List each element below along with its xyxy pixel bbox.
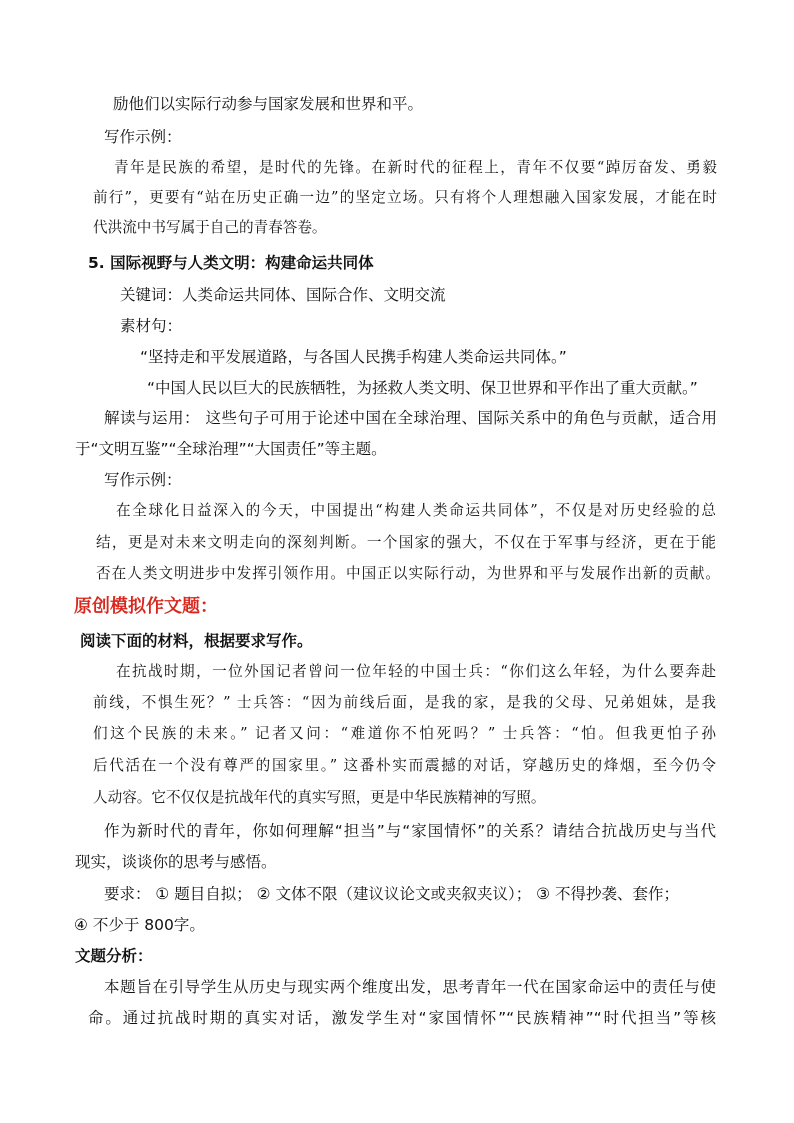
label-writing-example: 写作示例：: [104, 471, 182, 489]
example-text-line: 青年是民族的希望，是时代的先锋。在新时代的征程上，青年不仅要“踔厉奋发、勇毅: [114, 159, 717, 176]
requirements-line: ④ 不少于 800字。: [74, 916, 205, 934]
material-text-line: 后代活在一个没有尊严的国家里。” 这番朴实而震撼的对话，穿越历史的烽烟，至今仍令: [93, 757, 716, 774]
example-text-line: 代洪流中书写属于自己的青春答卷。: [93, 219, 327, 236]
quote-line: “中国人民以巨大的民族牺牲，为拯救人类文明、保卫世界和平作出了重大贡献。”: [147, 379, 698, 397]
label-writing-example: 写作示例：: [104, 128, 182, 146]
example-text-line: 前行”，更要有“站在历史正确一边”的坚定立场。只有将个人理想融入国家发展，才能在时: [93, 189, 717, 206]
section-title-red: 原创模拟作文题：: [74, 596, 218, 617]
analysis-line: 本题旨在引导学生从历史与现实两个维度出发，思考青年一代在国家命运中的责任与使: [104, 978, 716, 996]
text-line: 解读与运用： 这些句子可用于论述中国在全球治理、国际关系中的角色与贡献，适合用: [104, 409, 717, 427]
prompt-line: 现实，谈谈你的思考与感悟。: [75, 853, 277, 871]
example-text-line: 结，更是对未来文明走向的深刻判断。一个国家的强大，不仅在于军事与经济，更在于能: [96, 534, 716, 551]
label-material: 素材句：: [120, 317, 183, 335]
material-text-line: 人动容。它不仅仅是抗战年代的真实写照，更是中华民族精神的写照。: [93, 789, 546, 806]
prompt-line: 作为新时代的青年，你如何理解“担当”与“家国情怀”的关系？请结合抗战历史与当代: [104, 822, 716, 840]
example-text-line: 在全球化日益深入的今天，中国提出“构建人类命运共同体”，不仅是对历史经验的总: [116, 502, 716, 519]
instruction-line: 阅读下面的材料，根据要求写作。: [80, 632, 313, 650]
quote-line: “坚持走和平发展道路，与各国人民携手构建人类命运共同体。”: [140, 348, 567, 366]
material-text-line: 前线，不惧生死？” 士兵答：“因为前线后面，是我的家，是我的父母、兄弟姐妹，是我: [93, 694, 716, 711]
text-line: 于“文明互鉴”“全球治理”“大国责任”等主题。: [75, 440, 387, 458]
section-heading: 5. 国际视野与人类文明：构建命运共同体: [88, 254, 374, 272]
analysis-line: 命。通过抗战时期的真实对话，激发学生对“家国情怀”“民族精神”“时代担当”等核: [88, 1009, 716, 1027]
example-text-line: 否在人类文明进步中发挥引领作用。中国正以实际行动，为世界和平与发展作出新的贡献。: [96, 565, 720, 582]
text-line: 励他们以实际行动参与国家发展和世界和平。: [113, 95, 424, 113]
material-text-line: 在抗战时期，一位外国记者曾问一位年轻的中国士兵：“你们这么年轻，为什么要奔赴: [116, 663, 716, 680]
requirements-line: 要求： ① 题目自拟； ② 文体不限（建议议论文或夹叙夹议）； ③ 不得抄袭、套作；: [104, 885, 680, 903]
keywords-line: 关键词：人类命运共同体、国际合作、文明交流: [120, 286, 446, 304]
analysis-heading: 文题分析：: [75, 947, 153, 965]
material-text-line: 们这个民族的未来。” 记者又问：“难道你不怕死吗？” 士兵答：“怕。但我更怕子孙: [93, 725, 716, 742]
